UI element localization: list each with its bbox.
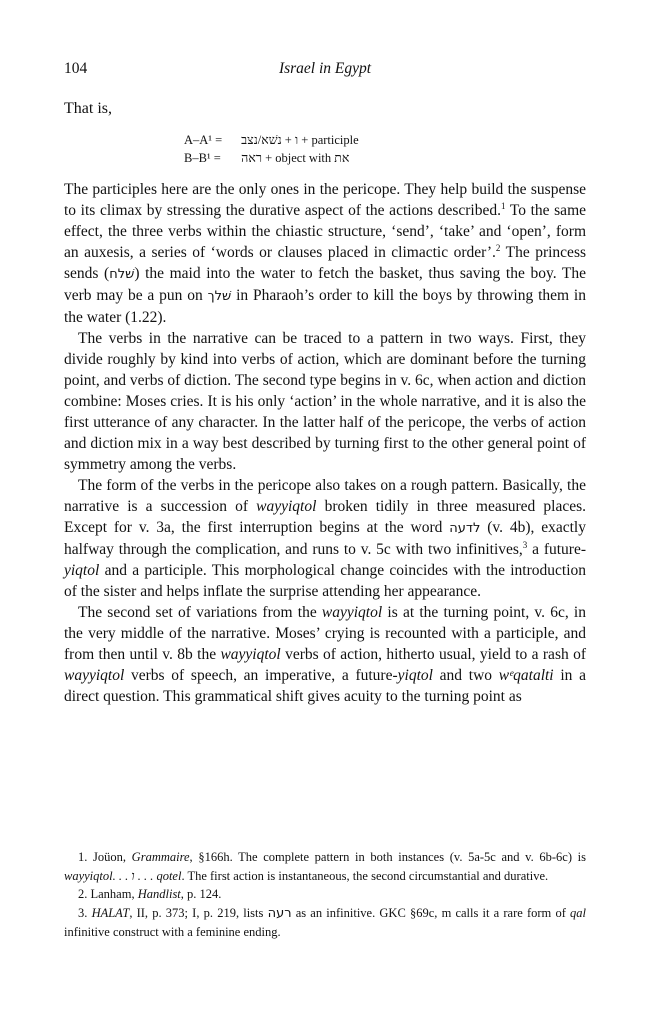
running-head [64, 60, 586, 84]
paragraph [64, 328, 586, 475]
italic-term: qal [570, 905, 587, 920]
italic-term: HALAT [91, 905, 130, 920]
document-page [64, 60, 586, 707]
text-run: The participles here are the only ones in the pericope. They help build the suspense to its climax by stressing the durative aspect of the actions described. [64, 181, 586, 219]
text-run: in a direct question. This grammatical shift gives acuity to the turning point as [64, 667, 586, 705]
text-run: infinitive construct with a feminine ending. [64, 925, 281, 939]
text-run: a future- [527, 541, 586, 558]
formula-rhs: ראה + object with את [241, 151, 350, 165]
italic-term: wayyiqtol [256, 498, 317, 515]
hebrew-word: שׁלח [109, 267, 135, 282]
italic-term: wᵉqatalti [498, 667, 554, 684]
text-run: verbs of speech, an imperative, a future- [124, 667, 398, 684]
text-run: is at the turning point, v. 6c, in the very middle of the narrative. Moses’ crying is recounted with a participle, and from then until v. 8b the [64, 604, 586, 663]
footnote [64, 848, 586, 885]
italic-term: wayyiqtol [321, 604, 383, 621]
text-run: , §166h. The complete pattern in both instances (v. 5a-5c and v. 6b-6c) is [189, 850, 587, 864]
formula-lhs: A–A¹ = [184, 133, 223, 147]
intro-line: That is, [64, 100, 112, 117]
text-run: and two [432, 667, 499, 684]
text-run: , p. 124. [180, 887, 222, 901]
text-run: (v. 4b), exactly halfway through the complication, and runs to v. 5c with two infinitives, [64, 519, 586, 558]
text-run: , II, p. 373; I, p. 219, lists [129, 905, 268, 920]
text-run: 1. Joüon, [78, 850, 132, 864]
text-run: and a participle. This morphological change coincides with the introduction of the sister and helps inflate the surprise attending her appearance. [64, 562, 586, 600]
footnote-ref: 3 [522, 539, 528, 550]
text-run: verbs of action, hitherto usual, yield to a rash of [280, 646, 586, 663]
book-title: Israel in Egypt [278, 60, 372, 77]
italic-term: Grammaire [131, 850, 190, 864]
text-run: The verbs in the narrative can be traced to a pattern in two ways. First, they divide roughly by kind into verbs of action, which are dominant before the turning point, and verbs of diction. The second type begins in v. 6c, when action and diction combine: Moses cries. It is his only ‘action’ in the whole narrative, and it is also the first utterance of any character. In the latter half of the pericope, the verbs of action and diction mix in a way best described by turning first to the other general point of symmetry among the verbs. [64, 330, 586, 473]
italic-term: yiqtol [397, 667, 433, 684]
italic-term: Handlist [137, 887, 181, 901]
formula-row [184, 149, 586, 167]
hebrew-word: רעה [267, 905, 292, 921]
text-run: ) the maid into the water to fetch the basket, thus saving the boy. The verb may be a pun on [64, 265, 586, 304]
text-run: 2. Lanham, [78, 887, 138, 901]
footnote-ref: 2 [495, 242, 501, 253]
paragraph [64, 179, 586, 328]
italic-term: wayyiqtol [220, 646, 281, 663]
italic-term: wayyiqtol [64, 667, 125, 684]
italic-term: wayyiqtol. . . ו . . . qotel [64, 868, 182, 883]
paragraph [64, 475, 586, 602]
text-run: . The first action is instantaneous, the second circumstantial and durative. [181, 868, 549, 883]
text-run: The princess sends ( [64, 244, 587, 282]
text-run: as an infinitive. GKC §69c, m calls it a rare form of [291, 905, 571, 920]
paragraph [64, 602, 586, 707]
page-number: 104 [64, 60, 88, 77]
footnotes [64, 848, 586, 942]
italic-term: yiqtol [64, 562, 100, 579]
body-text [64, 179, 586, 707]
formula-rhs: ו + נשׁא/נצב + participle [241, 133, 359, 147]
text-run: To the same effect, the three verbs within the chiastic structure, ‘send’, ‘take’ and ‘open’, form an auxesis, a series of ‘words or clauses placed in climactic order’. [64, 202, 587, 261]
text-run: The second set of variations from the [78, 604, 322, 621]
footnote-ref: 1 [500, 200, 506, 211]
footnote [64, 885, 586, 904]
footnote [64, 904, 586, 942]
text-run: 3. [78, 905, 92, 920]
text-run: broken tidily in three measured places. Except for v. 3a, the first interruption begins at the word [64, 498, 587, 536]
hebrew-word: לדעה [449, 521, 481, 536]
formula-lhs: B–B¹ = [184, 151, 221, 165]
formula-block [184, 131, 586, 167]
formula-row [184, 131, 586, 149]
text-run: in Pharaoh’s order to kill the boys by throwing them in the water (1.22). [64, 287, 586, 326]
hebrew-word: שׁלך [207, 289, 232, 304]
text-run: The form of the verbs in the pericope also takes on a rough pattern. Basically, the narrative is a succession of [64, 477, 586, 515]
